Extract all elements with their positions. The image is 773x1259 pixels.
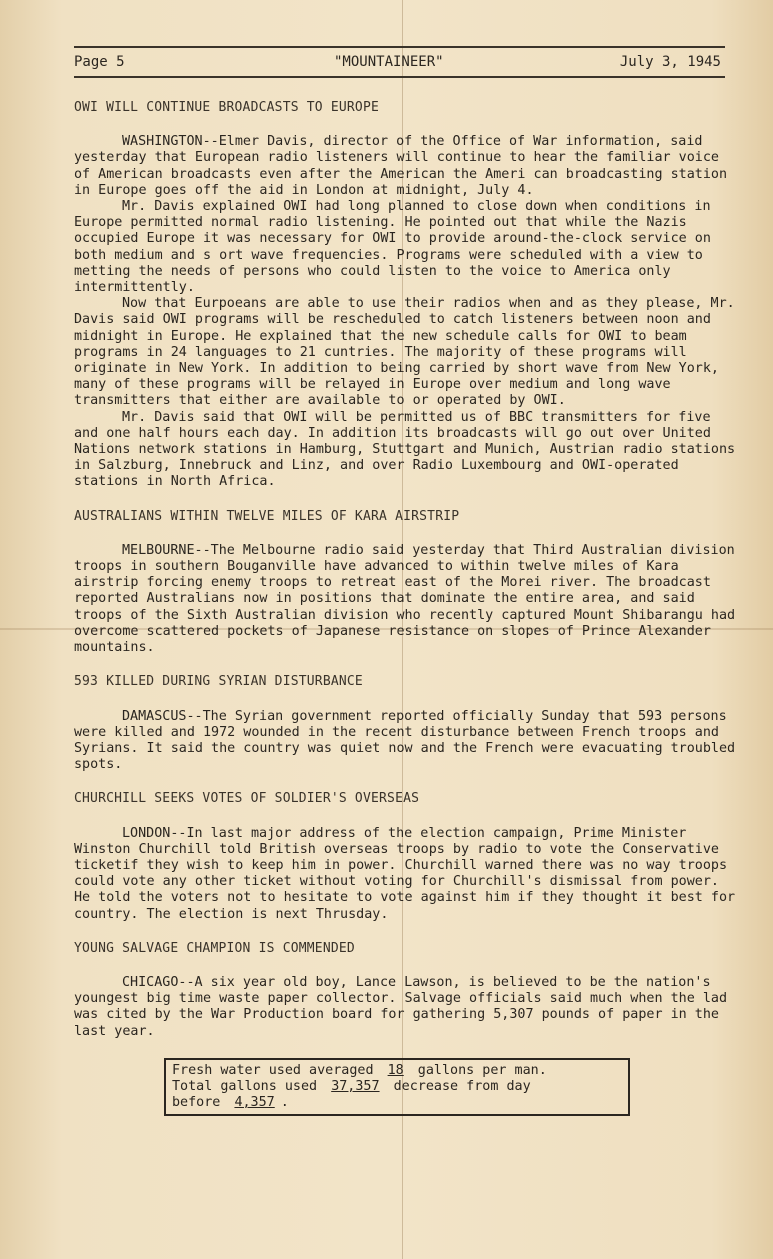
- news-column: [74, 100, 739, 1116]
- label: decrease from day: [393, 1078, 531, 1094]
- paragraph: LONDON--In last major address of the election campaign, Prime Minister Winston Churchill told British overseas troops by radio to vote the Conservative ticketif they wish to keep him in power. Churchill warned there was no way troops could vote any other ticket without voting for Churchill's dismissal from power. He told the voters not to hesitate to vote against him if they thought it best for country. The election is next Thrusday.: [74, 825, 736, 922]
- avg-gallons-value: 18: [387, 1062, 404, 1078]
- story-owi: [74, 100, 739, 491]
- paragraph: Now that Eurpoeans are able to use their radios when and as they please, Mr. Davis said OWI programs will be rescheduled to catch listeners between noon and midnight in Europe. He explained that the new schedule calls for OWI to beam programs in 24 languages to 21 cuntries. The majority of these programs will originate in New York. In addition to being carried by short wave from New York, many of these programs will be relayed in Europe over medium and long wave transmitters that either are available to or operated by OWI.: [74, 296, 735, 409]
- headline: OWI WILL CONTINUE BROADCASTS TO EUROPE: [74, 100, 380, 115]
- paragraph: MELBOURNE--The Melbourne radio said yesterday that Third Australian division troops in southern Bouganville have advanced to within twelve miles of Kara airstrip forcing enemy troops to retreat east of the Morei river. The broadcast reported Australians now in positions that dominate the entire area, and said troops of the Sixth Australian division who recently captured Mount Shibarangu had overcome scattered pockets of Japanese resistance on slopes of Prince Alexander mountains.: [74, 542, 736, 656]
- paragraph: Mr. Davis explained OWI had long planned to close down when conditions in Europe permitted normal radio listening. He pointed out that while the Nazis occupied Europe it was necessary for OWI to provide around-the-clock service on both medium and s ort wave frequencies. Programs were scheduled with a view to metting the needs of persons who could listen to the voice to America only intermittently.: [74, 199, 711, 296]
- paragraph: DAMASCUS--The Syrian government reported officially Sunday that 593 persons were killed and 1972 wounded in the recent disturbance between French troops and Syrians. It said the country was quiet now and the French were evacuating troubled spots.: [74, 708, 736, 773]
- page-number: Page 5: [74, 54, 125, 70]
- headline: 593 KILLED DURING SYRIAN DISTURBANCE: [74, 674, 363, 690]
- paragraph: WASHINGTON--Elmer Davis, director of the Office of War information, said yesterday that European radio listeners will continue to hear the familiar voice of American broadcasts even after the American the Ameri can broadcasting station in Europe goes off the aid in London at midnight, July 4.: [74, 134, 728, 198]
- label: .: [280, 1095, 289, 1111]
- story-australians: [74, 509, 739, 657]
- paragraph: CHICAGO--A six year old boy, Lance Lawson, is believed to be the nation's youngest big time waste paper collector. Salvage officials said much when the lad was cited by the War Production board for gathering 5,307 pounds of paper in the last year.: [74, 974, 728, 1039]
- story-syria: [74, 674, 739, 773]
- page-header: [74, 46, 725, 78]
- issue-date: July 3, 1945: [619, 54, 721, 70]
- total-gallons-value: 37,357: [331, 1078, 380, 1094]
- headline: AUSTRALIANS WITHIN TWELVE MILES OF KARA AIRSTRIP: [74, 508, 460, 524]
- water-line-1: [172, 1063, 622, 1079]
- headline: CHURCHILL SEEKS VOTES OF SOLDIER'S OVERSEAS: [74, 791, 420, 807]
- paragraph: Mr. Davis said that OWI will be permitted us of BBC transmitters for five and one half hours each day. In addition its broadcasts will go out over United Nations network stations in Hamburg, Stuttgart and Munich, Austrian radio stations in Salzburg, Innebruck and Linz, and over Radio Luxembourg and OWI-operated stations in North Africa.: [74, 409, 736, 490]
- water-line-2: [172, 1079, 622, 1095]
- label: Total gallons used: [172, 1078, 318, 1094]
- headline: YOUNG SALVAGE CHAMPION IS COMMENDED: [74, 940, 355, 956]
- label: Fresh water used averaged: [172, 1062, 374, 1078]
- water-line-3: [172, 1095, 622, 1111]
- water-usage-box: [164, 1058, 630, 1117]
- story-churchill: [74, 791, 739, 922]
- publication-title: "MOUNTAINEER": [334, 54, 444, 70]
- decrease-value: 4,357: [234, 1095, 275, 1111]
- story-salvage: [74, 941, 739, 1040]
- label: before: [172, 1095, 221, 1111]
- label: gallons per man.: [417, 1062, 547, 1078]
